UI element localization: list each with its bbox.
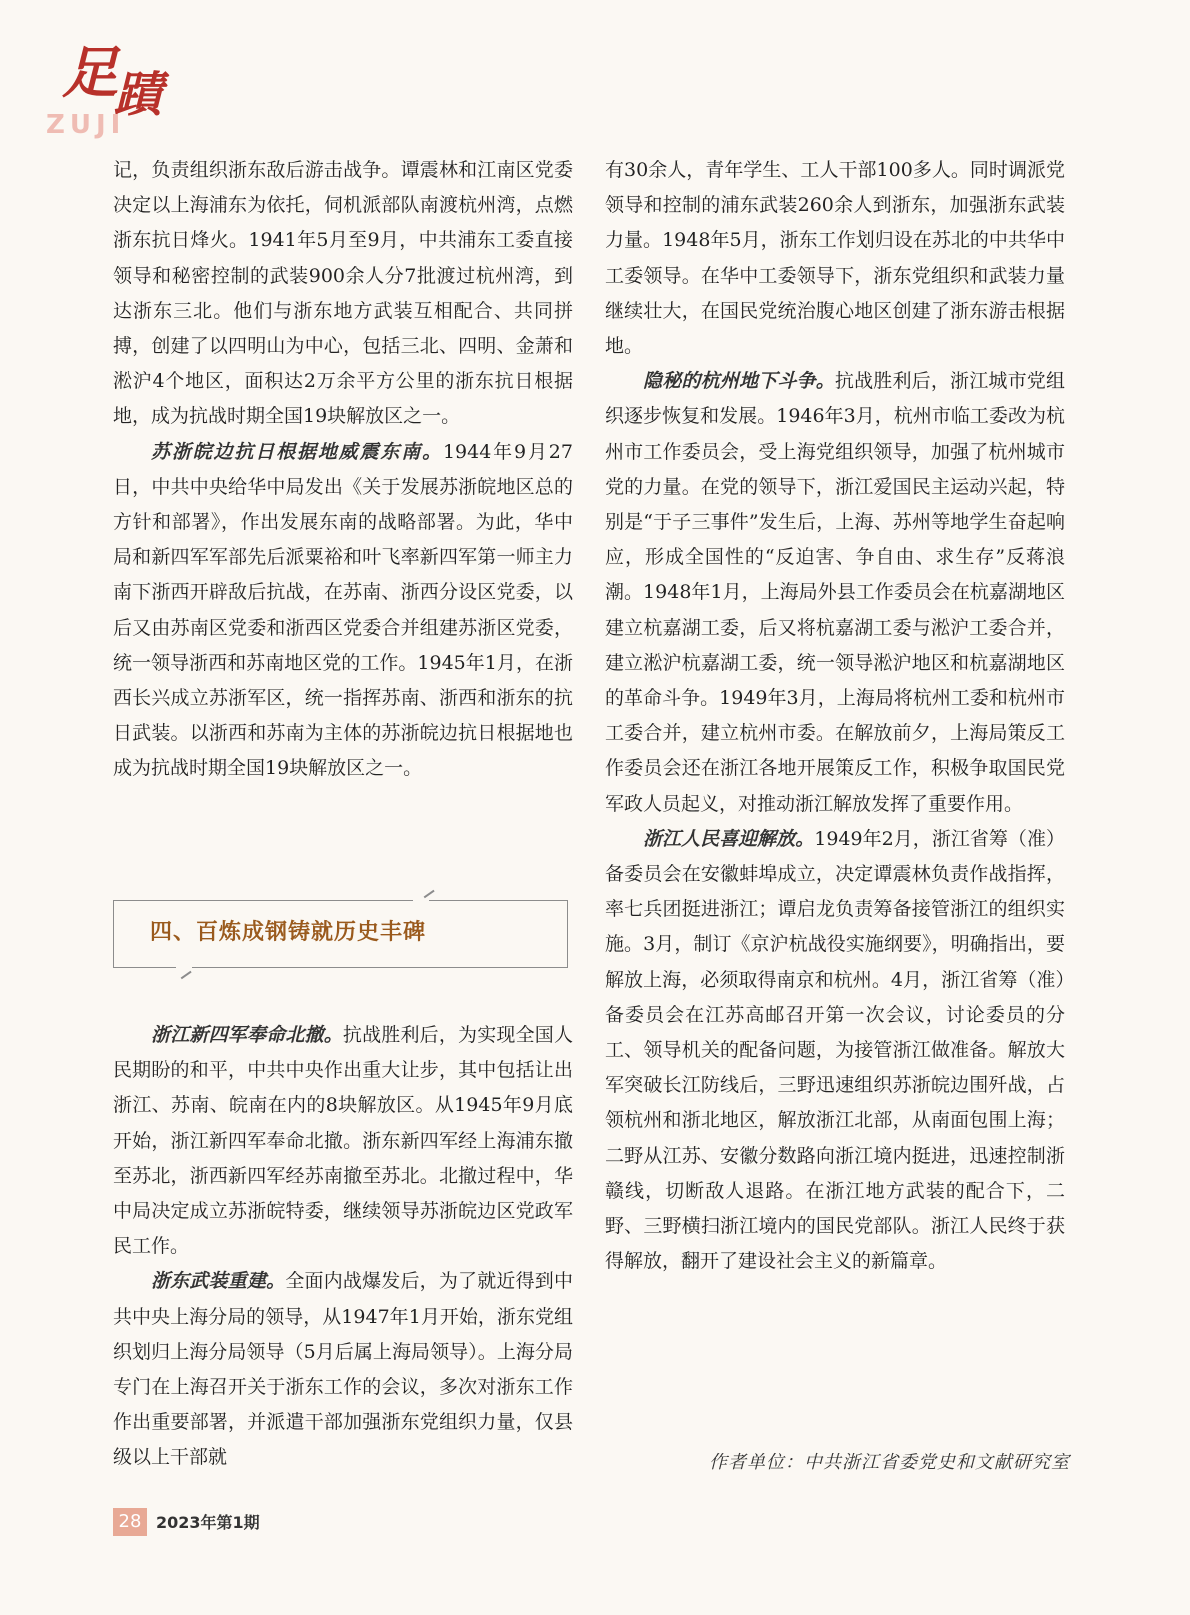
paragraph-lead: 苏浙皖边抗日根据地威震东南。 — [151, 440, 443, 463]
paragraph — [605, 822, 1065, 1280]
paragraph: 记，负责组织浙东敌后游击战争。谭震林和江南区党委决定以上海浦东为依托，伺机派部队南渡杭州湾，点燃浙东抗日烽火。1941年5月至9月，中共浦东工委直接领导和秘密控制的武装900余人分7批渡过杭州湾，到达浙东三北。他们与浙东地方武装互相配合、共同拼搏，创建了以四明山为中心，包括三北、四明、金萧和淞沪4个地区，面积达2万余平方公里的浙东抗日根据地，成为抗战时期全国19块解放区之一。 — [113, 159, 573, 428]
paragraph-body: 1949年2月，浙江省筹（准）备委员会在安徽蚌埠成立，决定谭震林负责作战指挥，率七兵团挺进浙江；谭启龙负责筹备接管浙江的组织实施。3月，制订《京沪杭战役实施纲要》，明确指出，要解放上海，必须取得南京和杭州。4月，浙江省筹（准）备委员会在江苏高邮召开第一次会议，讨论委员的分工、领导机关的配备问题，为接管浙江做准备。解放大军突破长江防线后，三野迅速组织苏浙皖边围歼战，占领杭州和浙北地区，解放浙江北部，从南面包围上海；二野从江苏、安徽分数路向浙江境内挺进，迅速控制浙赣线，切断敌人退路。在浙江地方武装的配合下，二野、三野横扫浙江境内的国民党部队。浙江人民终于获得解放，翻开了建设社会主义的新篇章。 — [605, 827, 1065, 1273]
left-column-lower — [113, 1018, 573, 1476]
author-affiliation: 作者单位：中共浙江省委党史和文献研究室 — [709, 1452, 1070, 1473]
paragraph-lead: 浙江人民喜迎解放。 — [643, 827, 815, 850]
paragraph — [113, 435, 573, 787]
paragraph-lead: 隐秘的杭州地下斗争。 — [643, 370, 835, 393]
paragraph-body: 抗战胜利后，浙江城市党组织逐步恢复和发展。1946年3月，杭州市临工委改为杭州市工作委员会，受上海党组织领导，加强了杭州城市党的力量。在党的领导下，浙江爱国民主运动兴起，特别是“于子三事件”发生后，上海、苏州等地学生奋起响应，形成全国性的“反迫害、争自由、求生存”反蒋浪潮。1948年1月，上海局外县工作委员会在杭嘉湖地区建立杭嘉湖工委，后又将杭嘉湖工委与淞沪工委合并，建立淞沪杭嘉湖工委，统一领导淞沪地区和杭嘉湖地区的革命斗争。1949年3月，上海局将杭州工委和杭州市工委合并，建立杭州市委。在解放前夕，上海局策反工作委员会还在浙江各地开展策反工作，积极争取国民党军政人员起义，对推动浙江解放发挥了重要作用。 — [605, 370, 1065, 815]
logo-char-1: 足 — [62, 40, 114, 106]
left-column — [113, 153, 573, 787]
paragraph — [113, 1264, 573, 1475]
paragraph — [113, 1018, 573, 1264]
paragraph-body: 1944年9月27日，中共中央给华中局发出《关于发展苏浙皖地区总的方针和部署》，作出发展东南的战略部署。为此，华中局和新四军军部先后派粟裕和叶飞率新四军第一师主力南下浙西开辟敌后抗战，在苏南、浙西分设区党委，以后又由苏南区党委和浙西区党委合并组建苏浙区党委，统一领导浙西和苏南地区党的工作。1945年1月，在浙西长兴成立苏浙军区，统一指挥苏南、浙西和浙东的抗日武装。以浙西和苏南为主体的苏浙皖边抗日根据地也成为抗战时期全国19块解放区之一。 — [113, 440, 573, 780]
paragraph: 有30余人，青年学生、工人干部100多人。同时调派党领导和控制的浦东武装260余人到浙东，加强浙东武装力量。1948年5月，浙东工作划归设在苏北的中共华中工委领导。在华中工委领导下，浙东党组织和武装力量继续壮大，在国民党统治腹心地区创建了浙东游击根据地。 — [605, 159, 1065, 358]
right-column — [605, 153, 1065, 1280]
paragraph — [605, 364, 1065, 822]
section-title: 四、百炼成钢铸就历史丰碑 — [150, 920, 427, 945]
paragraph-lead: 浙江新四军奉命北撤。 — [151, 1024, 343, 1046]
issue-label: 2023年第1期 — [156, 1513, 260, 1532]
paragraph-body: 全面内战爆发后，为了就近得到中共中央上海分局的领导，从1947年1月开始，浙东党组织划归上海分局领导（5月后属上海局领导）。上海分局专门在上海召开关于浙东工作的会议，多次对浙东工作作出重要部署，并派遣干部加强浙东党组织力量，仅县级以上干部就 — [113, 1270, 573, 1469]
paragraph-lead: 浙东武装重建。 — [151, 1270, 286, 1293]
page-number: 28 — [113, 1508, 147, 1536]
magazine-logo — [62, 40, 159, 123]
section-heading-box — [113, 900, 568, 968]
logo-char-2: 蹟 — [114, 67, 159, 123]
paragraph-body: 抗战胜利后，为实现全国人民期盼的和平，中共中央作出重大让步，其中包括让出浙江、苏南、皖南在内的8块解放区。从1945年9月底开始，浙江新四军奉命北撤。浙东新四军经上海浦东撤至苏北，浙西新四军经苏南撤至苏北。北撤过程中，华中局决定成立苏浙皖特委，继续领导苏浙皖边区党政军民工作。 — [113, 1024, 573, 1258]
logo-pinyin: ZUJI — [46, 110, 126, 140]
